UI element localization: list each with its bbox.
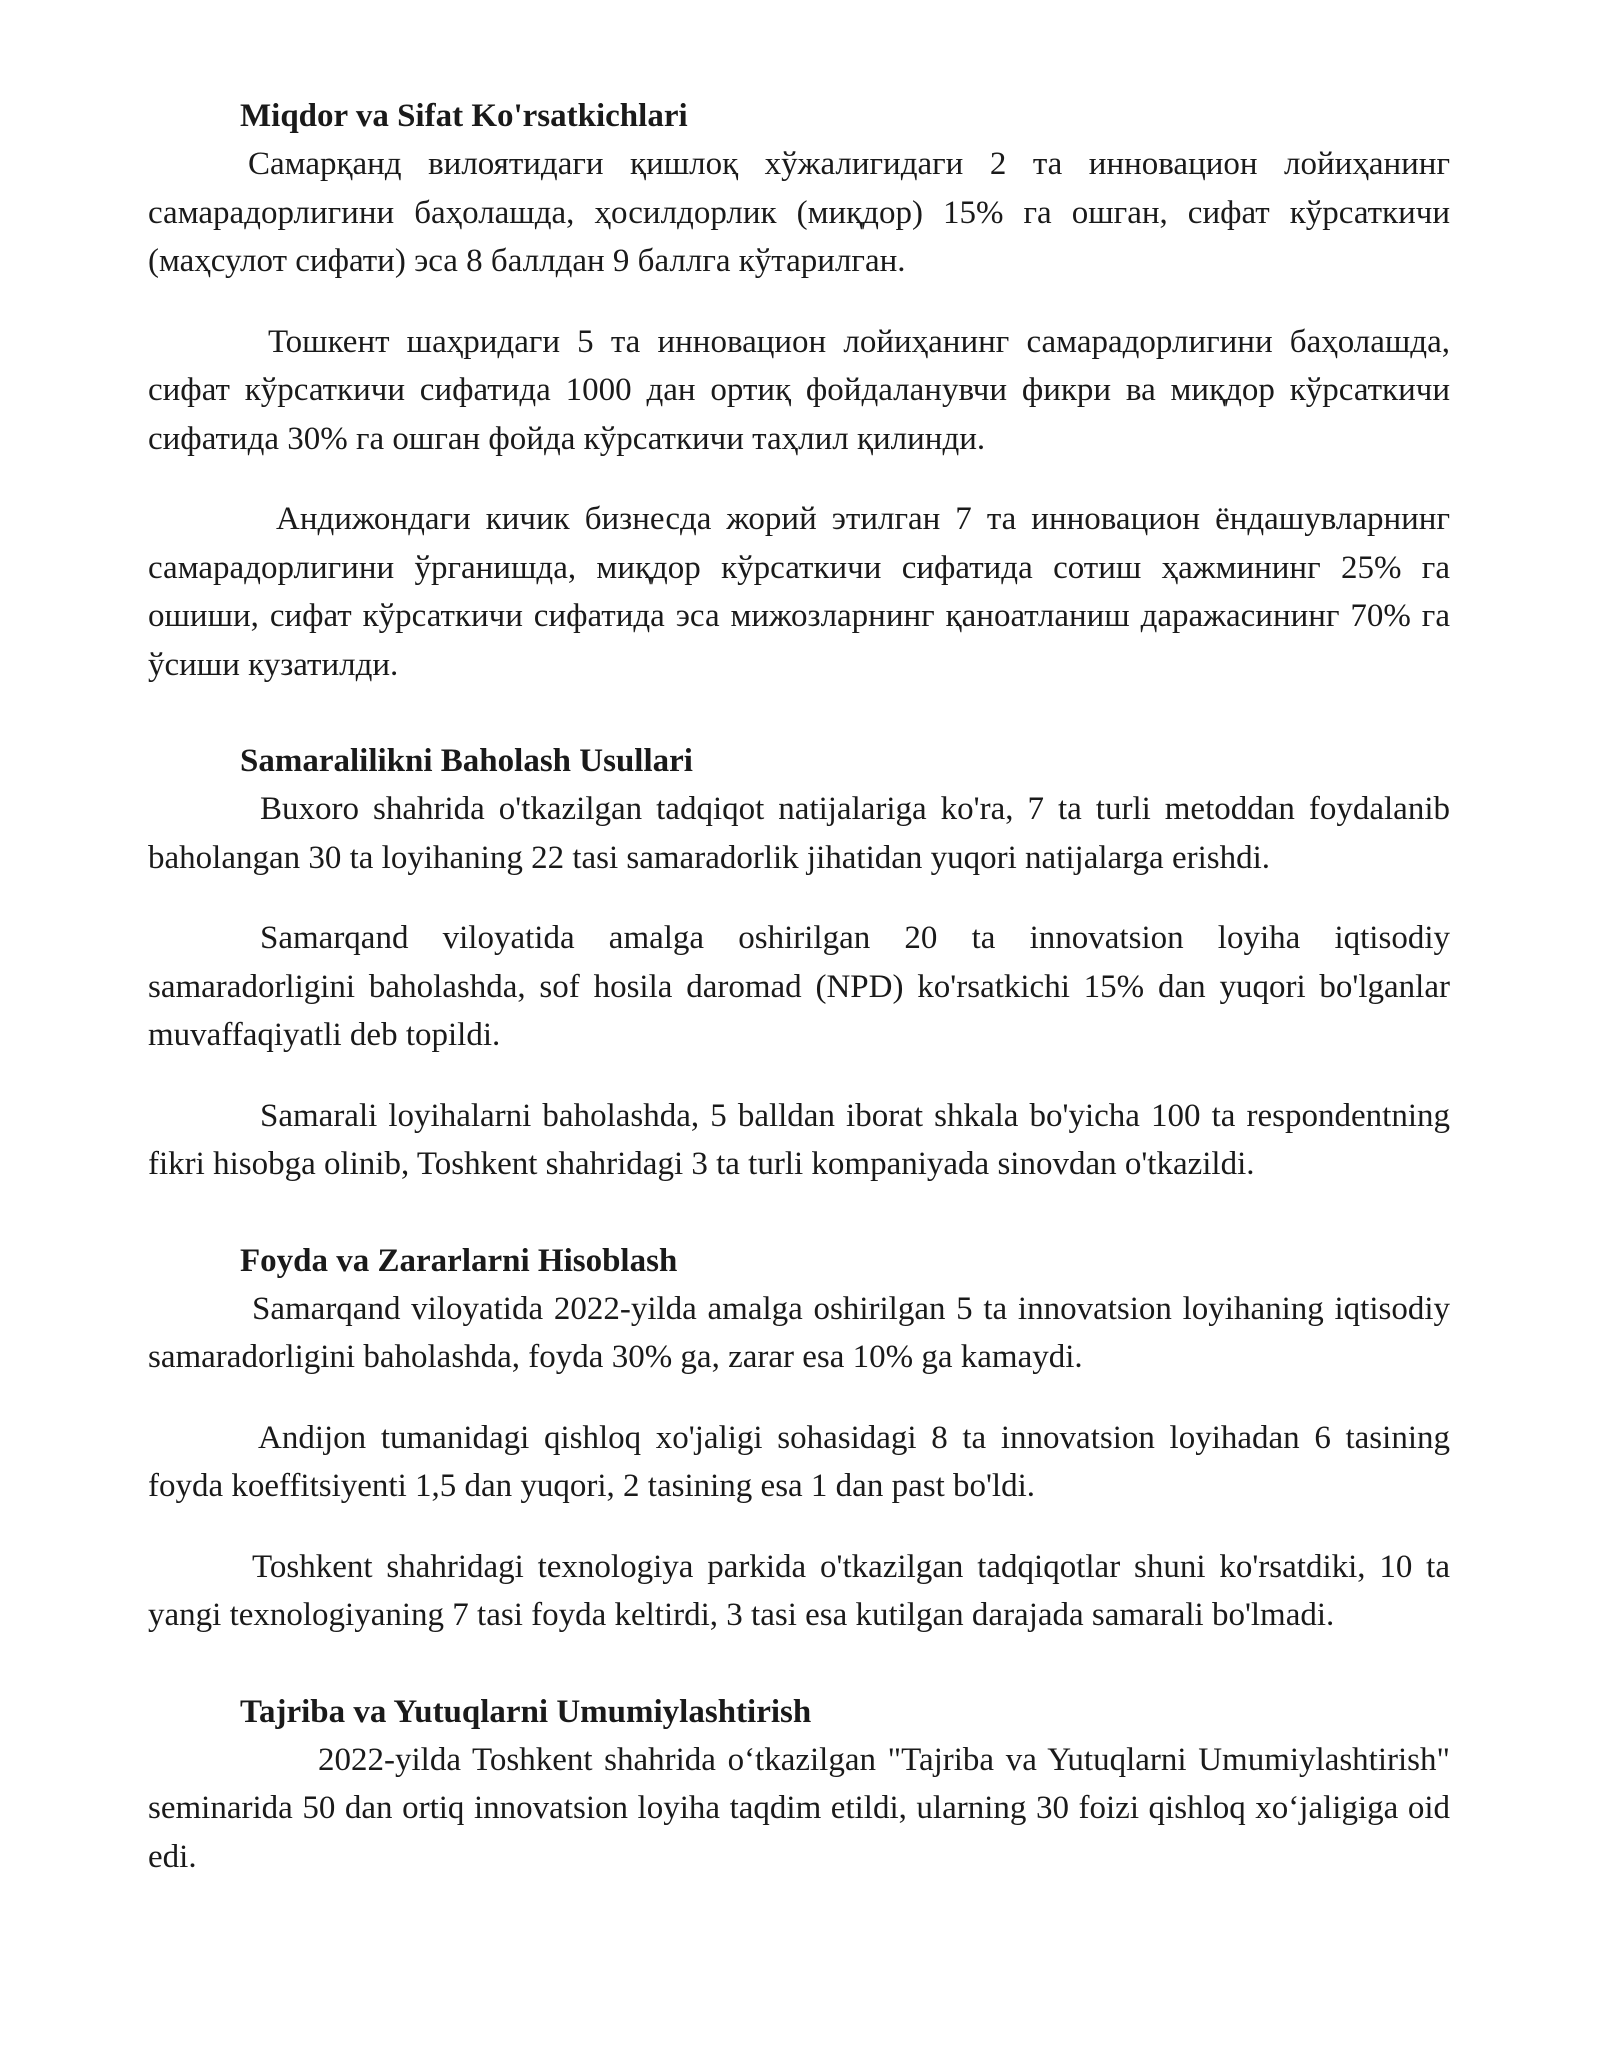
section-heading: Miqdor va Sifat Ko'rsatkichlari	[240, 98, 688, 134]
paragraph: Andijon tumanidagi qishloq xo'jaligi sohasidagi 8 ta innovatsion loyihadan 6 tasining foyda koeffitsiyenti 1,5 dan yuqori, 2 tasining esa 1 dan past bo'ldi.	[148, 1419, 1450, 1504]
section-miqdor-va-sifat	[148, 92, 1450, 689]
paragraph: Samarqand viloyatida amalga oshirilgan 20 ta innovatsion loyiha iqtisodiy samaradorligini baholashda, sof hosila daromad (NPD) ko'rsatkichi 15% dan yuqori bo'lganlar muvaffaqiyatli deb topildi.	[148, 920, 1450, 1053]
paragraph: Самарқанд вилоятидаги қишлоқ хўжалигидаги 2 та инновацион лойиҳанинг самарадорлигини баҳолашда, ҳосилдорлик (миқдор) 15% га ошган, сифат кўрсаткичи (маҳсулот сифати) эса 8 баллдан 9 баллга кўтарилган.	[148, 146, 1450, 279]
section-heading: Tajriba va Yutuqlarni Umumiylashtirish	[240, 1693, 812, 1730]
section-heading: Foyda va Zararlarni Hisoblash	[240, 1242, 678, 1279]
paragraph: Тошкент шаҳридаги 5 та инновацион лойиҳанинг самарадорлигини баҳолашда, сифат кўрсаткичи сифатида 1000 дан ортиқ фойдаланувчи фикри ва миқдор кўрсаткичи сифатида 30% га ошган фойда кўрсаткичи таҳлил қилинди.	[148, 323, 1450, 457]
paragraph: 2022-yilda Toshkent shahrida o‘tkazilgan "Tajriba va Yutuqlarni Umumiylashtirish" seminarida 50 dan ortiq innovatsion loyiha taqdim etildi, ularning 30 foizi qishloq xo‘jaligiga oid edi.	[148, 1741, 1450, 1875]
paragraph: Samarqand viloyatida 2022-yilda amalga oshirilgan 5 ta innovatsion loyihaning iqtisodiy samaradorligini baholashda, foyda 30% ga, zarar esa 10% ga kamaydi.	[148, 1290, 1450, 1375]
paragraph: Buxoro shahrida o'tkazilgan tadqiqot natijalariga ko'ra, 7 ta turli metoddan foydalanib baholangan 30 ta loyihaning 22 tasi samaradorlik jihatidan yuqori natijalarga erishdi.	[148, 791, 1450, 876]
document-page	[148, 92, 1450, 1929]
paragraph: Samarali loyihalarni baholashda, 5 balldan iborat shkala bo'yicha 100 ta respondentning fikri hisobga olinib, Toshkent shahridagi 3 ta turli kompaniyada sinovdan o'tkazildi.	[148, 1097, 1450, 1182]
section-samaralilikni-baholash	[148, 737, 1450, 1189]
section-foyda-va-zararlar	[148, 1237, 1450, 1640]
paragraph: Андижондаги кичик бизнесда жорий этилган 7 та инновацион ёндашувларнинг самарадорлигини ўрганишда, миқдор кўрсаткичи сифатида сотиш ҳажмининг 25% га ошиши, сифат кўрсаткичи сифатида эса мижозларнинг қаноатланиш даражасининг 70% га ўсиши кузатилди.	[148, 501, 1450, 683]
section-tajriba-va-yutuqlar	[148, 1688, 1450, 1882]
section-heading: Samaralilikni Baholash Usullari	[240, 743, 693, 779]
paragraph: Toshkent shahridagi texnologiya parkida o'tkazilgan tadqiqotlar shuni ko'rsatdiki, 10 ta yangi texnologiyaning 7 tasi foyda keltirdi, 3 tasi esa kutilgan darajada samarali bo'lmadi.	[148, 1548, 1450, 1633]
